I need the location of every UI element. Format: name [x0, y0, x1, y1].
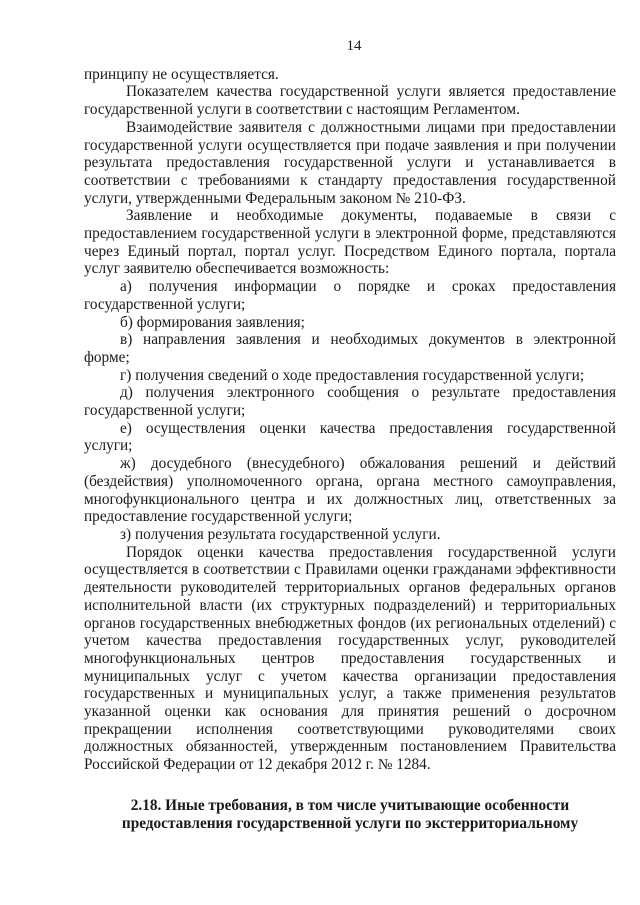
list-item-e: е) осуществления оценки качества предоставления государственной услуги; [84, 419, 616, 455]
page-number: 14 [346, 38, 362, 54]
list-item-d: д) получения электронного сообщения о результате предоставления государственной услуги; [84, 384, 616, 420]
list-item-g: г) получения сведений о ходе предоставления государственной услуги; [120, 366, 585, 384]
list-item-a: а) получения информации о порядке и сроках предоставления государственной услуги; [84, 278, 616, 313]
list-item-b: б) формирования заявления; [120, 313, 305, 331]
section-heading [84, 797, 616, 833]
list-item-zh: ж) досудебного (внесудебного) обжалования решений и действий (бездействия) уполномоченного органа, органа местного самоуправления, многофункционального центра и их должностных лиц, ответственных за предоставление государственной услуги; [84, 455, 616, 526]
document-page [84, 38, 616, 833]
list-item-z: з) получения результата государственной услуги. [120, 525, 441, 543]
section-heading-line-1: 2.18. Иные требования, в том числе учитывающие особенности [130, 796, 570, 814]
paragraph-electronic-submission: Заявление и необходимые документы, подаваемые в связи с предоставлением государственной услуги в электронной форме, представляются через Единый портал, портал услуг. Посредством Единого портала, портала услуг заявителю обеспечивается возможность: [84, 207, 616, 278]
paragraph-quality-indicator: Показателем качества государственной услуги является предоставление государственной услуги в соответствии с настоящим Регламентом. [84, 83, 616, 119]
paragraph-continuation: принципу не осуществляется. [84, 65, 279, 83]
list-item-v: в) направления заявления и необходимых документов в электронной форме; [84, 331, 616, 366]
section-heading-line-2: предоставления государственной услуги по экстерриториальному [121, 814, 579, 832]
paragraph-interaction: Взаимодействие заявителя с должностными лицами при предоставлении государственной услуги осуществляется при подаче заявления и при получении результата предоставления государственной услуги и устанавливается в соответствии с требованиями к стандарту предоставления государственной услуги, утвержденными Федеральным законом № 210-ФЗ. [84, 118, 616, 207]
paragraph-quality-assessment: Порядок оценки качества предоставления государственной услуги осуществляется в соответствии с Правилами оценки гражданами эффективности деятельности руководителей территориальных органов федеральных органов исполнительной власти (их структурных подразделений) и территориальных органов государственных внебюджетных фондов (их региональных отделений) с учетом качества предоставления государственных услуг, руководителей многофункциональных центров предоставления государственных и муниципальных услуг с учетом качества организации предоставления государственных и муниципальных услуг, а также применения результатов указанной оценки как основания для принятия решений о досрочном прекращении исполнения соответствующими руководителями своих должностных обязанностей, утвержденным постановлением Правительства Российской Федерации от 12 декабря 2012 г. № 1284. [84, 543, 616, 774]
